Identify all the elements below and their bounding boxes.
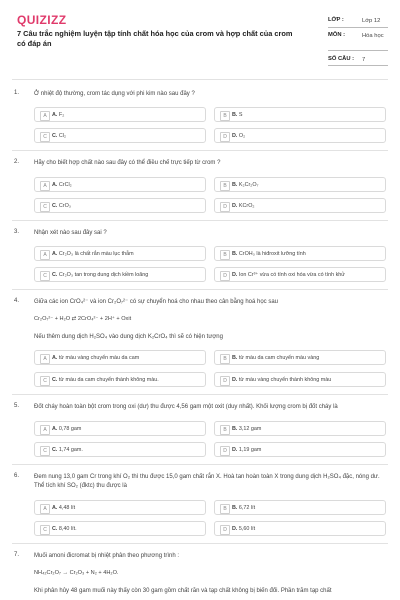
option-letter: C [40, 446, 50, 456]
option-key: C. [52, 377, 58, 383]
option-c[interactable] [34, 267, 206, 282]
option-text: 5,60 lít [238, 526, 256, 532]
option-key: B. [232, 112, 238, 118]
count-value: 7 [362, 57, 366, 63]
meta-divider [328, 50, 388, 51]
subject-value: Hóa học [362, 33, 384, 39]
option-key: B. [232, 251, 238, 257]
option-text: Ion Cr³⁺ vừa có tính oxi hóa vừa có tính khử [238, 272, 345, 278]
option-key: D. [232, 203, 238, 209]
option-text: S [238, 112, 243, 118]
option-letter: B [220, 504, 230, 514]
option-b[interactable] [214, 421, 386, 436]
option-key: D. [232, 526, 238, 532]
option-text: 3,12 gam [238, 426, 262, 432]
option-key: C. [52, 272, 58, 278]
question-number: 2. [14, 159, 20, 165]
option-text: 4,48 lít [58, 505, 76, 511]
option-b[interactable] [214, 246, 386, 261]
question-text: Ở nhiệt độ thường, crom tác dụng với phi kim nào sau đây ? [34, 91, 195, 97]
class-value: Lớp 12 [362, 18, 381, 24]
option-a[interactable] [34, 350, 206, 365]
option-d[interactable] [214, 442, 386, 457]
question-number: 3. [14, 229, 20, 235]
question-number: 1. [14, 90, 20, 96]
option-key: A. [52, 251, 58, 257]
option-b[interactable] [214, 500, 386, 515]
option-text: CrO₃ [58, 203, 71, 209]
option-letter: C [40, 525, 50, 535]
option-b[interactable] [214, 107, 386, 122]
option-letter: A [40, 504, 50, 514]
option-letter: D [220, 271, 230, 281]
option-text: 0,78 gam [58, 426, 82, 432]
option-c[interactable] [34, 128, 206, 143]
option-key: B. [232, 355, 238, 361]
question-number: 5. [14, 403, 20, 409]
option-a[interactable] [34, 107, 206, 122]
reaction-equation: NH₄₂Cr₂O₇ → Cr₂O₃ + N₂ + 4H₂O. [34, 570, 119, 576]
option-d[interactable] [214, 128, 386, 143]
question-number: 7. [14, 552, 20, 558]
question-text: Nhận xét nào sau đây sai ? [34, 230, 107, 236]
option-d[interactable] [214, 267, 386, 282]
option-text: KCrO₂ [238, 203, 255, 209]
page-title: 7 Câu trắc nghiệm luyện tập tính chất hóa học của crom và hợp chất của crom có đáp án [17, 29, 293, 48]
question-number: 4. [14, 298, 20, 304]
option-key: A. [52, 426, 58, 432]
question-divider [12, 220, 388, 221]
question-extra-text: Nếu thêm dung dịch H₂SO₄ vào dung dịch K₂CrO₄ thì sẽ có hiện tượng [34, 334, 223, 340]
option-key: A. [52, 505, 58, 511]
option-a[interactable] [34, 500, 206, 515]
option-text: CrCl₂ [58, 182, 72, 188]
question-text: Đem nung 13,0 gam Cr trong khí O₂ thì thu được 15,0 gam chất rắn X. Hoà tan hoàn toàn X trong dung dịch H₂SO₄ đặc, nóng dư. Thể tích khí SO₂ (đktc) thu được là [34, 474, 380, 489]
header-divider [12, 79, 388, 80]
option-key: D. [232, 133, 238, 139]
option-key: A. [52, 182, 58, 188]
option-letter: A [40, 111, 50, 121]
option-key: A. [52, 112, 58, 118]
option-text: từ màu da cam chuyển thành không màu. [58, 377, 159, 383]
option-text: CrOH₃ là hiđroxit lưỡng tính [238, 251, 306, 257]
option-text: O₂ [238, 133, 246, 139]
option-key: C. [52, 526, 58, 532]
option-letter: D [220, 376, 230, 386]
option-letter: B [220, 354, 230, 364]
option-key: D. [232, 272, 238, 278]
option-text: 1,74 gam. [58, 447, 83, 453]
option-d[interactable] [214, 198, 386, 213]
option-b[interactable] [214, 350, 386, 365]
option-key: A. [52, 355, 58, 361]
option-text: Cr₂O₃ tan trong dung dịch kiềm loãng [58, 272, 149, 278]
option-key: B. [232, 426, 238, 432]
quizizz-logo: QUIZIZZ [17, 13, 67, 27]
question-divider [12, 464, 388, 465]
option-text: 6,72 lít [238, 505, 256, 511]
option-letter: D [220, 202, 230, 212]
option-key: B. [232, 505, 238, 511]
reaction-equation: Cr₂O₇²⁻ + H₂O ⇄ 2CrO₄²⁻ + 2H⁺ + Oxit [34, 316, 132, 322]
question-text: Đốt cháy hoàn toàn bột crom trong oxi (dư) thu được 4,56 gam một oxit (duy nhất). Khối lượng crom bị đốt cháy là [34, 404, 338, 410]
option-c[interactable] [34, 442, 206, 457]
option-text: K₂Cr₂O₇ [238, 182, 259, 188]
meta-divider [328, 27, 388, 28]
option-text: từ màu vàng chuyển màu da cam [58, 355, 140, 361]
option-text: F₂ [58, 112, 65, 118]
option-a[interactable] [34, 421, 206, 436]
option-key: D. [232, 447, 238, 453]
question-number: 6. [14, 473, 20, 479]
option-text: từ màu da cam chuyển màu vàng [238, 355, 320, 361]
count-label: SỐ CÂU : [328, 56, 355, 62]
option-letter: B [220, 250, 230, 260]
option-letter: C [40, 271, 50, 281]
option-key: B. [232, 182, 238, 188]
option-letter: C [40, 202, 50, 212]
option-letter: D [220, 525, 230, 535]
question-divider [12, 543, 388, 544]
question-divider [12, 394, 388, 395]
option-text: từ màu vàng chuyển thành không màu [238, 377, 332, 383]
option-d[interactable] [214, 372, 386, 387]
subject-label: MÔN : [328, 32, 346, 38]
question-divider [12, 289, 388, 290]
option-letter: B [220, 425, 230, 435]
option-b[interactable] [214, 177, 386, 192]
option-letter: C [40, 376, 50, 386]
option-key: D. [232, 377, 238, 383]
question-text: Hãy cho biết hợp chất nào sau đây có thể điều chế trực tiếp từ crom ? [34, 160, 221, 166]
option-d[interactable] [214, 521, 386, 536]
question-text: Muối amoni đicromat bị nhiệt phân theo phương trình : [34, 553, 180, 559]
option-letter: A [40, 425, 50, 435]
option-c[interactable] [34, 372, 206, 387]
option-text: 1,19 gam [238, 447, 262, 453]
option-key: C. [52, 447, 58, 453]
option-letter: A [40, 181, 50, 191]
option-key: C. [52, 133, 58, 139]
question-divider [12, 150, 388, 151]
option-a[interactable] [34, 177, 206, 192]
option-letter: A [40, 354, 50, 364]
option-letter: C [40, 132, 50, 142]
option-text: Cl₂ [58, 133, 67, 139]
option-letter: D [220, 132, 230, 142]
option-letter: D [220, 446, 230, 456]
question-extra-text: Khi phân hủy 48 gam muối này thấy còn 30 gam gồm chất rắn và tạp chất không bị biến đổi. Phần trăm tạp chất [34, 588, 332, 594]
option-c[interactable] [34, 198, 206, 213]
option-key: C. [52, 203, 58, 209]
option-a[interactable] [34, 246, 206, 261]
option-letter: B [220, 111, 230, 121]
class-label: LỚP : [328, 17, 344, 23]
option-letter: A [40, 250, 50, 260]
option-text: Cr₂O₃ là chất rắn màu lục thẫm [58, 251, 134, 257]
meta-divider [328, 65, 388, 66]
page-header [0, 0, 400, 72]
option-c[interactable] [34, 521, 206, 536]
option-text: 8,40 lít. [58, 526, 77, 532]
question-text: Giữa các ion CrO₄²⁻ và ion Cr₂O₇²⁻ có sự chuyển hoá cho nhau theo cân bằng hoá học sau [34, 299, 279, 305]
option-letter: B [220, 181, 230, 191]
